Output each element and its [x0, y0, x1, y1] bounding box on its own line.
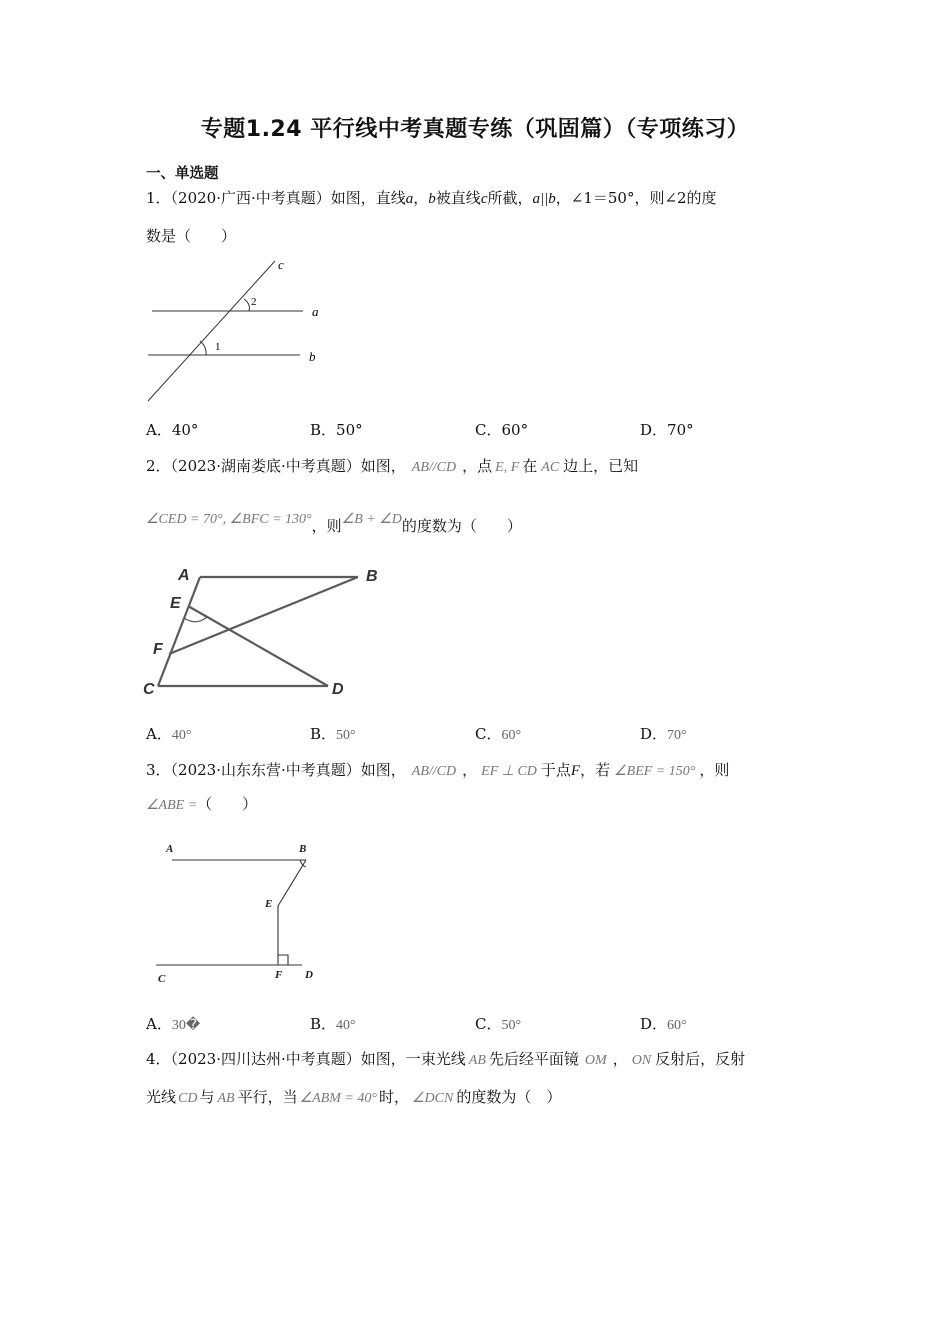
question-1-line-1: [146, 187, 717, 208]
question-text: 于点: [540, 761, 571, 779]
question-1-line-2: [146, 225, 236, 246]
option-letter: D．: [640, 1015, 668, 1033]
page-title: 专题1.24 平行线中考真题专练（巩固篇）（专项练习）: [200, 117, 750, 142]
angle-CED-arc: [184, 617, 207, 622]
question-number: 4．: [146, 1050, 171, 1068]
section-heading: 一、单选题: [146, 166, 219, 182]
option-letter: C．: [475, 725, 502, 743]
question-text: 与: [199, 1088, 215, 1106]
question-text: 在: [522, 457, 538, 475]
label-A: A: [166, 843, 174, 855]
option-value: 70°: [667, 728, 687, 743]
q1-option-c[interactable]: [475, 419, 528, 440]
question-source: （2023·湖南娄底·中考真题）: [170, 457, 361, 475]
math-expr: CD: [178, 1091, 198, 1106]
label-C: C: [143, 681, 155, 698]
option-value: 40°: [171, 421, 199, 439]
q1-option-a[interactable]: [146, 419, 198, 440]
question-text: 如图，: [360, 761, 406, 779]
math-expr: AB: [217, 1091, 235, 1106]
option-letter: C．: [475, 1015, 502, 1033]
label-F: F: [275, 969, 283, 981]
label-a: a: [312, 304, 319, 319]
angle-2-arc: [244, 299, 249, 311]
line-c: [148, 261, 275, 401]
question-text: 数是（ ）: [146, 227, 237, 245]
question-text: ，: [612, 1050, 628, 1068]
option-letter: B．: [310, 725, 337, 743]
question-text: ，若: [580, 761, 611, 779]
option-value: 60°: [501, 421, 529, 439]
option-value: 50°: [336, 728, 356, 743]
question-text: ，点: [462, 457, 493, 475]
math-expr: E, F: [495, 460, 520, 475]
figure-q3-parallel-perpendicular: [150, 838, 330, 988]
math-expr: ∠ABM = 40°: [299, 1091, 377, 1106]
option-letter: A．: [146, 421, 172, 439]
math-expr: ∠DCN: [412, 1091, 454, 1106]
option-letter: B．: [310, 1015, 337, 1033]
question-2-line-2: [146, 512, 522, 536]
math-expr: ∠B + ∠D: [341, 512, 402, 527]
label-C: C: [158, 973, 166, 985]
math-expr: EF ⊥ CD: [481, 764, 537, 779]
question-text: 如图，: [360, 457, 406, 475]
option-letter: B．: [310, 421, 337, 439]
math-expr: AC: [541, 460, 560, 475]
q2-option-b[interactable]: [310, 723, 356, 744]
label-E: E: [170, 595, 181, 612]
math-expr: AB: [468, 1053, 486, 1068]
option-value: 40°: [171, 728, 192, 743]
label-D: D: [332, 681, 344, 698]
option-letter: D．: [640, 725, 668, 743]
q2-option-d[interactable]: [640, 723, 687, 744]
question-number: 1．: [146, 189, 171, 207]
label-c: c: [278, 257, 284, 272]
q3-option-d[interactable]: [640, 1013, 687, 1034]
label-B: B: [366, 568, 378, 585]
figure-q1-parallel-lines: [140, 255, 340, 405]
q2-option-c[interactable]: [475, 723, 521, 744]
question-text: 时，: [378, 1088, 409, 1106]
label-D: D: [305, 969, 313, 981]
label-B: B: [299, 843, 307, 855]
question-text: 光线: [146, 1088, 177, 1106]
math-expr: ON: [631, 1053, 652, 1068]
label-angle-1: 1: [215, 341, 221, 353]
question-text: 边上，已知: [563, 457, 639, 475]
label-A: A: [178, 567, 190, 584]
question-text: ，则: [699, 761, 730, 779]
question-4-line-2: [146, 1086, 561, 1107]
q3-option-b[interactable]: [310, 1013, 356, 1034]
math-expr: ∠ABE =: [146, 798, 198, 813]
question-text: 如图，直线: [330, 189, 406, 207]
segment-BE: [278, 860, 306, 906]
option-value: 70°: [667, 421, 694, 439]
q3-option-a[interactable]: [146, 1013, 200, 1034]
question-3-line-2: [146, 793, 257, 814]
question-source: （2023·四川达州·中考真题）: [170, 1050, 361, 1068]
option-value: 60°: [667, 1018, 687, 1033]
question-text: ，则: [311, 517, 342, 535]
math-var: a: [405, 191, 414, 207]
math-var: b: [428, 191, 436, 207]
question-source: （2023·山东东营·中考真题）: [170, 761, 361, 779]
question-text: （ ）: [197, 795, 258, 813]
q2-option-a[interactable]: [146, 723, 191, 744]
question-2-line-1: [146, 455, 638, 476]
label-E: E: [265, 898, 273, 910]
question-text: ，: [413, 189, 429, 207]
option-letter: D．: [640, 421, 668, 439]
math-expr: ∠CED = 70°, ∠BFC = 130°: [146, 512, 312, 527]
question-text: 的度数为（ ）: [401, 517, 522, 535]
math-expr: OM: [584, 1053, 607, 1068]
q1-option-d[interactable]: [640, 419, 694, 440]
question-text: 所截，: [487, 189, 533, 207]
question-number: 3．: [146, 761, 171, 779]
right-angle-mark: [278, 955, 288, 965]
question-text: 先后经平面镜: [488, 1050, 579, 1068]
question-text: ，∠1＝50°，则∠2的度: [555, 189, 717, 207]
question-text: 的度数为（ ）: [456, 1088, 562, 1106]
q1-option-b[interactable]: [310, 419, 363, 440]
q3-option-c[interactable]: [475, 1013, 521, 1034]
question-3-line-1: [146, 759, 729, 780]
option-letter: A．: [146, 1015, 172, 1033]
question-number: 2．: [146, 457, 171, 475]
label-F: F: [153, 641, 163, 658]
label-angle-2: 2: [251, 296, 257, 308]
question-text: 平行，当: [237, 1088, 298, 1106]
math-expr: AB//CD: [411, 460, 457, 475]
question-text: ，: [462, 761, 478, 779]
question-text: 反射后，反射: [655, 1050, 746, 1068]
option-letter: A．: [146, 725, 172, 743]
option-letter: C．: [475, 421, 502, 439]
option-value: 40°: [336, 1018, 356, 1033]
option-value: 30�: [171, 1018, 201, 1033]
label-b: b: [309, 349, 316, 364]
question-4-line-1: [146, 1048, 745, 1069]
segment-AC: [158, 577, 200, 686]
math-var: c: [480, 191, 488, 207]
option-value: 50°: [501, 1018, 522, 1033]
question-text: 如图，一束光线: [360, 1050, 466, 1068]
question-text: 被直线: [435, 189, 481, 207]
option-value: 60°: [501, 728, 522, 743]
question-source: （2020·广西·中考真题）: [170, 189, 331, 207]
math-expr: ∠BEF = 150°: [614, 764, 696, 779]
figure-q2-triangle-lines: [140, 562, 390, 702]
math-var: F: [570, 763, 581, 779]
option-value: 50°: [336, 421, 363, 439]
math-expr: AB//CD: [411, 764, 457, 779]
segment-FB: [169, 577, 358, 654]
math-expr: a||b: [532, 191, 556, 207]
